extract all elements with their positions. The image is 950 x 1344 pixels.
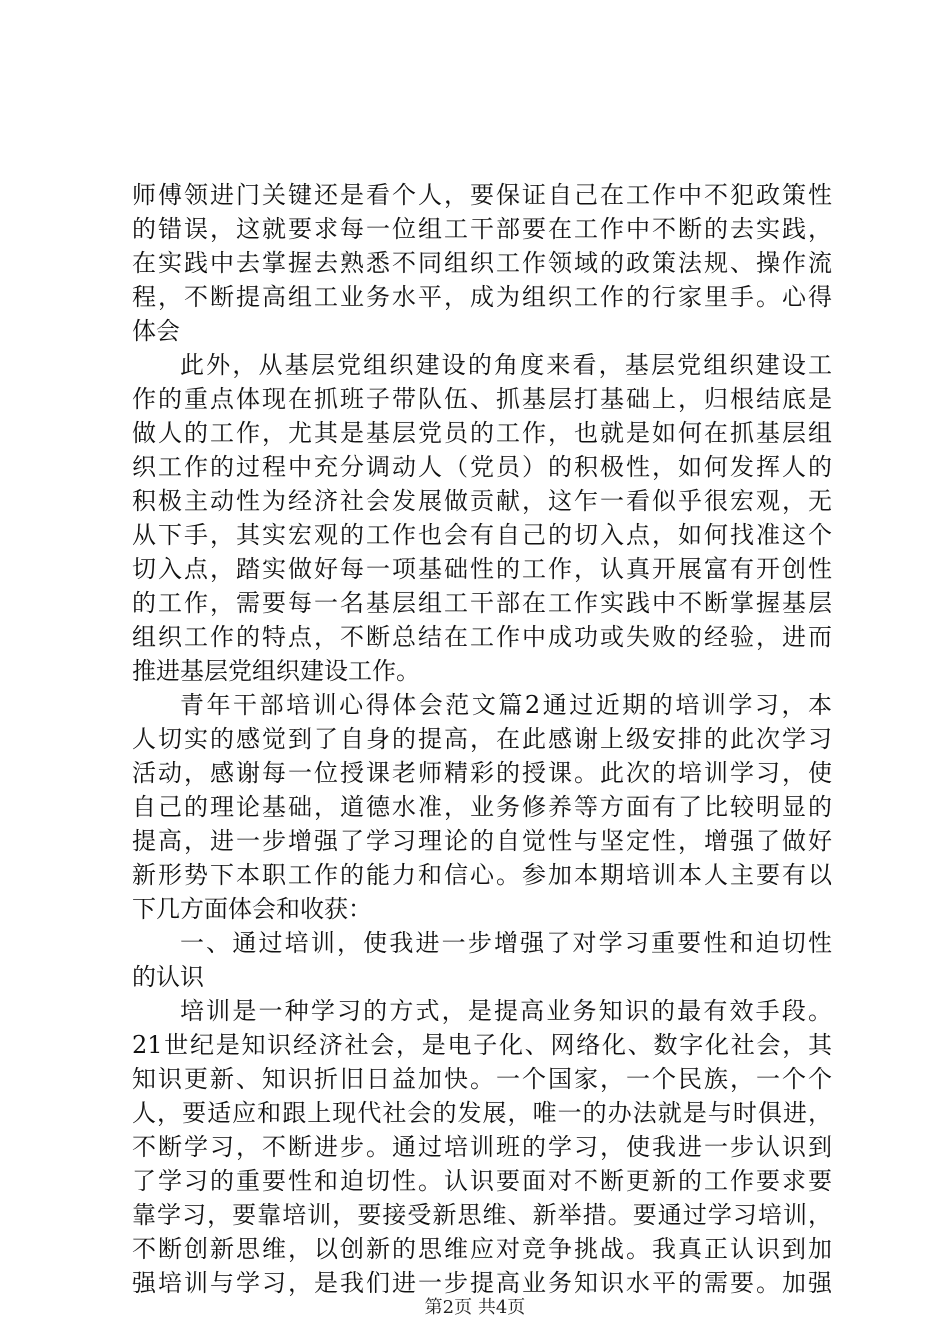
text-line: 在实践中去掌握去熟悉不同组织工作领域的政策法规、操作流: [132, 249, 832, 277]
text-line: 不断学习，不断进步。通过培训班的学习，使我进一步认识到: [132, 1133, 832, 1161]
text-line: 靠学习，要靠培训，要接受新思维、新举措。要通过学习培训，: [132, 1201, 832, 1229]
text-line: 知识更新、知识折旧日益加快。一个国家，一个民族，一个个: [132, 1065, 832, 1093]
text-line: 青年干部培训心得体会范文篇2通过近期的培训学习，本: [180, 691, 832, 719]
text-line: 推进基层党组织建设工作。: [132, 657, 420, 685]
text-line: 不断创新思维，以创新的思维应对竞争挑战。我真正认识到加: [132, 1235, 832, 1263]
text-line: 切入点，踏实做好每一项基础性的工作，认真开展富有开创性: [132, 555, 832, 583]
text-line: 一、通过培训，使我进一步增强了对学习重要性和迫切性: [180, 929, 832, 957]
text-line: 作的重点体现在抓班子带队伍、抓基层打基础上，归根结底是: [132, 385, 832, 413]
text-line: 积极主动性为经济社会发展做贡献，这乍一看似乎很宏观，无: [132, 487, 832, 515]
text-line: 培训是一种学习的方式，是提高业务知识的最有效手段。: [180, 997, 832, 1025]
text-line: 此外，从基层党组织建设的角度来看，基层党组织建设工: [180, 351, 832, 379]
text-line: 的错误，这就要求每一位组工干部要在工作中不断的去实践，: [132, 215, 832, 243]
text-line: 做人的工作，尤其是基层党员的工作，也就是如何在抓基层组: [132, 419, 832, 447]
page-number-footer: 第2页 共4页: [424, 1297, 526, 1318]
text-line: 自己的理论基础，道德水准，业务修养等方面有了比较明显的: [132, 793, 832, 821]
text-line: 提高，进一步增强了学习理论的自觉性与坚定性，增强了做好: [132, 827, 832, 855]
text-line: 人切实的感觉到了自身的提高，在此感谢上级安排的此次学习: [132, 725, 832, 753]
text-line: 下几方面体会和收获：: [132, 895, 372, 923]
text-line: 从下手，其实宏观的工作也会有自己的切入点，如何找准这个: [132, 521, 832, 549]
text-line: 织工作的过程中充分调动人（党员）的积极性，如何发挥人的: [132, 453, 832, 481]
text-line: 人，要适应和跟上现代社会的发展，唯一的办法就是与时俱进，: [132, 1099, 832, 1127]
text-line: 新形势下本职工作的能力和信心。参加本期培训本人主要有以: [132, 861, 832, 889]
text-line: 组织工作的特点，不断总结在工作中成功或失败的经验，进而: [132, 623, 832, 651]
text-line: 体会: [132, 317, 180, 345]
text-line: 师傅领进门关键还是看个人，要保证自己在工作中不犯政策性: [132, 181, 832, 209]
body-text: [132, 178, 832, 1300]
text-line: 程，不断提高组工业务水平，成为组织工作的行家里手。心得: [132, 283, 832, 311]
text-line: 的工作，需要每一名基层组工干部在工作实践中不断掌握基层: [132, 589, 832, 617]
text-line: 强培训与学习，是我们进一步提高业务知识水平的需要。加强: [132, 1269, 832, 1297]
text-line: 活动，感谢每一位授课老师精彩的授课。此次的培训学习，使: [132, 759, 832, 787]
text-line: 的认识: [132, 963, 204, 991]
text-line: 了学习的重要性和迫切性。认识要面对不断更新的工作要求要: [132, 1167, 832, 1195]
text-line: 21世纪是知识经济社会，是电子化、网络化、数字化社会，其: [132, 1031, 832, 1059]
